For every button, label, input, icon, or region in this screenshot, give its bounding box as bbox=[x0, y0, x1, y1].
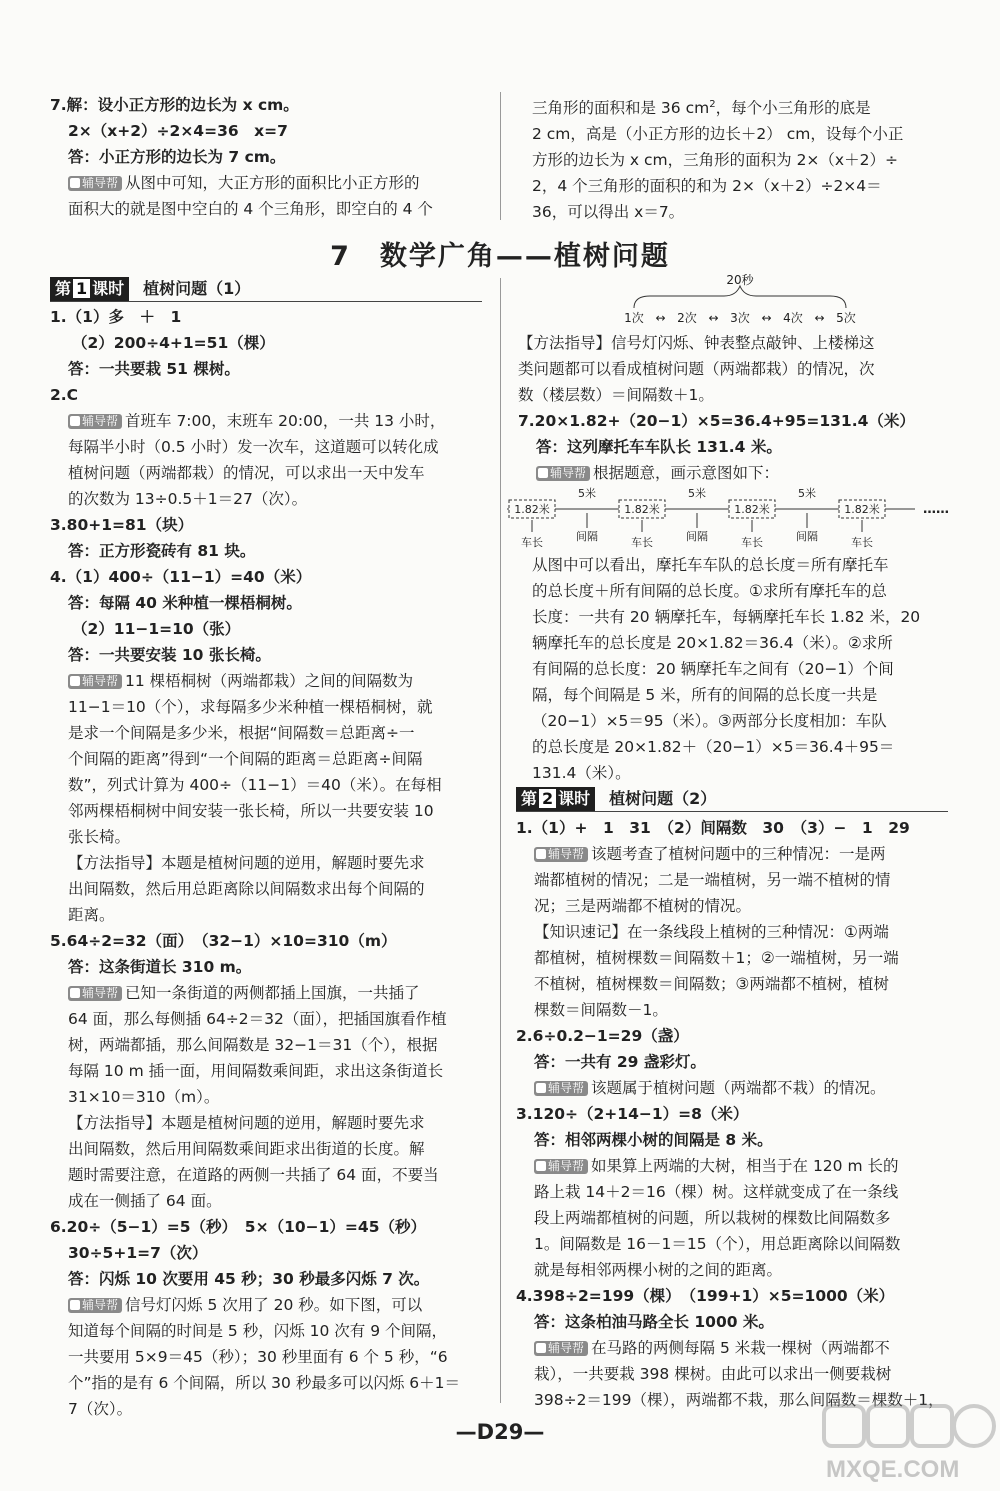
helper-icon bbox=[70, 1300, 80, 1310]
q4-method: 出间隔数，然后用总距离除以间隔数求出每个间隔的 bbox=[68, 880, 425, 898]
l2-q2-answer: 答：一共有 29 盏彩灯。 bbox=[534, 1053, 706, 1071]
gap-caption: 间隔 bbox=[796, 530, 818, 543]
interval-arrow-icon: ↔ bbox=[814, 311, 825, 325]
page-number: —D29— bbox=[455, 1420, 545, 1444]
q2-explanation: 辅导帮 首班车 7:00，末班车 20:00，一共 13 小时， bbox=[50, 408, 485, 434]
helper-icon bbox=[536, 849, 546, 859]
q7-answer: 答：这列摩托车车队长 131.4 米。 bbox=[536, 438, 782, 456]
q7-intro: 7.解：设小正方形的边长为 x cm。 bbox=[50, 96, 299, 114]
lesson-1-rule bbox=[50, 301, 482, 302]
q7-explanation-line: 36，可以得出 x＝7。 bbox=[532, 203, 685, 221]
q4-explanation: 辅导帮 11 棵梧桐树（两端都栽）之间的间隔数为 bbox=[50, 668, 485, 694]
interval-arrow-icon: ↔ bbox=[761, 311, 772, 325]
diagram-brace bbox=[634, 286, 846, 308]
top-column-divider bbox=[500, 92, 501, 220]
helper-tag: 辅导帮 bbox=[68, 1298, 122, 1313]
method-line: 【方法指导】信号灯闪烁、钟表整点敲钟、上楼梯这 bbox=[518, 334, 875, 352]
q5-explanation: 64 面，那么每侧插 64÷2＝32（面），把插国旗看作植 bbox=[68, 1010, 447, 1028]
q7-answer: 答：小正方形的边长为 7 cm。 bbox=[68, 148, 286, 166]
l2-q1-knowledge: 不植树，植树棵数＝间隔数；③两端都不植树，植树 bbox=[534, 975, 889, 993]
car-length-caption: 车长 bbox=[851, 536, 873, 549]
q6-explanation: 一共要用 5×9＝45（秒）；30 秒里面有 6 个 5 秒，“6 bbox=[68, 1348, 448, 1366]
top-right-column bbox=[532, 92, 967, 225]
l2-q4-explanation: 栽），一共要栽 398 棵树。由此可以求出一侧要栽树 bbox=[534, 1365, 892, 1383]
motorcade-diagram bbox=[505, 486, 955, 550]
helper-tag: 辅导帮 bbox=[536, 466, 590, 481]
right-column-a bbox=[518, 330, 953, 486]
l2-q4-line: 4.398÷2=199（棵） （199+1）×5=1000（米） bbox=[516, 1287, 895, 1305]
q6-answer: 答：闪烁 10 次要用 45 秒；30 秒最多闪烁 7 次。 bbox=[68, 1270, 430, 1288]
q5-method: 出间隔数，然后用间隔数乘间距求出街道的长度。解 bbox=[68, 1140, 425, 1158]
q7-explanation-line: 三角形的面积和是 36 $cm^2$，每个小三角形的底是 bbox=[532, 99, 871, 117]
gap-caption: 间隔 bbox=[576, 530, 598, 543]
lesson-1-header bbox=[50, 277, 250, 301]
blink-mark-label: 4次 bbox=[783, 311, 803, 325]
q4-line: 4.（1）400÷（11−1）=40（米） bbox=[50, 568, 312, 586]
watermark-logo-icon bbox=[818, 1402, 998, 1458]
motorcycle-length-label: 1.82米 bbox=[844, 503, 880, 516]
lesson-2-title: 植树问题（2） bbox=[609, 789, 717, 808]
diagram-marks bbox=[624, 310, 856, 325]
l2-q1-explanation: 辅导帮 该题考查了植树问题中的三种情况：一是两 bbox=[516, 841, 951, 867]
q7-explanation: 辅导帮 根据题意，画示意图如下： bbox=[518, 460, 953, 486]
chapter-title: 7 数学广角——植树问题 bbox=[330, 241, 670, 272]
blink-mark-label: 2次 bbox=[677, 311, 697, 325]
q7-explanation: 辆摩托车的总长度是 20×1.82＝36.4（米）。②求所 bbox=[532, 634, 893, 652]
l2-q3-answer: 答：相邻两棵小树的间隔是 8 米。 bbox=[534, 1131, 773, 1149]
q4-explanation: 是求一个间隔是多少米，根据“间隔数＝总距离÷一 bbox=[68, 724, 415, 742]
column-divider bbox=[500, 278, 501, 1403]
q4-method: 距离。 bbox=[68, 906, 115, 924]
l2-q3-explanation: 1。间隔数是 16－1＝15（个），用总距离除以间隔数 bbox=[534, 1235, 901, 1253]
helper-tag: 辅导帮 bbox=[534, 1341, 588, 1356]
q2-explanation: 每隔半小时（0.5 小时）发一次车，这道题可以转化成 bbox=[68, 438, 439, 456]
q4-explanation: 张长椅。 bbox=[68, 828, 131, 846]
helper-icon bbox=[70, 676, 80, 686]
gap-length-label: 5米 bbox=[688, 487, 706, 500]
q7-explanation: 的总长度＋所有间隔的总长度。①求所有摩托车的总 bbox=[532, 582, 887, 600]
q1-answer: 答：一共要栽 51 棵树。 bbox=[68, 360, 240, 378]
helper-icon bbox=[70, 178, 80, 188]
helper-icon bbox=[536, 1083, 546, 1093]
q6-explanation: 个”指的是有 6 个间隔，所以 30 秒最多可以闪烁 6＋1＝ bbox=[68, 1374, 460, 1392]
l2-q1-line: 1.（1）+ 1 31 （2）间隔数 30 （3）− 1 29 bbox=[516, 819, 910, 837]
q4-method: 【方法指导】本题是植树问题的逆用，解题时要先求 bbox=[68, 854, 425, 872]
blink-mark-label: 5次 bbox=[836, 311, 856, 325]
motorcycle-length-label: 1.82米 bbox=[514, 503, 550, 516]
q7-line: 7.20×1.82+（20−1）×5=36.4+95=131.4（米） bbox=[518, 412, 915, 430]
q7-explanation: 从图中可以看出，摩托车车队的总长度＝所有摩托车 bbox=[532, 556, 889, 574]
q5-method: 成在一侧插了 64 面。 bbox=[68, 1192, 222, 1210]
helper-icon bbox=[70, 416, 80, 426]
helper-tag: 辅导帮 bbox=[68, 414, 122, 429]
q4-answer: 答：一共要安装 10 张长椅。 bbox=[68, 646, 271, 664]
q4-explanation: 数”，列式计算为 400÷（11−1）＝40（米）。在每相 bbox=[68, 776, 442, 794]
q7-explanation-line: 2 cm，高是（小正方形的边长＋2） cm，设每个小正 bbox=[532, 125, 904, 143]
q7-equation: 2×（x+2）÷2×4=36 x=7 bbox=[68, 122, 288, 140]
l2-q3-explanation: 辅导帮 如果算上两端的大树，相当于在 120 m 长的 bbox=[516, 1153, 951, 1179]
q5-explanation: 辅导帮 已知一条街道的两侧都插上国旗，一共插了 bbox=[50, 980, 485, 1006]
q4-explanation: 11−1＝10（个），求每隔多少米种植一棵梧桐树，就 bbox=[68, 698, 433, 716]
q4-line: （2）11−1=10（张） bbox=[72, 620, 241, 638]
l2-q3-explanation: 段上两端都植树的问题，所以栽树的棵数比间隔数多 bbox=[534, 1209, 891, 1227]
interval-arrow-icon: ↔ bbox=[655, 311, 666, 325]
q7-explanation-line: 2，4 个三角形的面积的和为 2×（x＋2）÷2×4＝ bbox=[532, 177, 882, 195]
q2-answer: 2.C bbox=[50, 386, 79, 404]
q5-explanation: 每隔 10 m 插一面，用间隔数乘间距，求出这条街道长 bbox=[68, 1062, 444, 1080]
lesson-1-badge: 第 1 课时 bbox=[50, 277, 129, 301]
q5-line: 5.64÷2=32（面） （32−1）×10=310（m） bbox=[50, 932, 397, 950]
motorcycle-length-label: 1.82米 bbox=[624, 503, 660, 516]
watermark-url: MXQE.COM bbox=[826, 1456, 960, 1483]
helper-tag: 辅导帮 bbox=[534, 847, 588, 862]
l2-q2-explanation: 辅导帮 该题属于植树问题（两端都不栽）的情况。 bbox=[516, 1075, 951, 1101]
helper-icon bbox=[538, 468, 548, 478]
lesson-1-title: 植树问题（1） bbox=[143, 279, 251, 298]
l2-q3-explanation: 路上栽 14＋2＝16（棵）树。这样就变成了在一条线 bbox=[534, 1183, 899, 1201]
right-column-c bbox=[516, 815, 951, 1413]
q6-line: 30÷5+1=7（次） bbox=[68, 1244, 208, 1262]
l2-q4-answer: 答：这条柏油马路全长 1000 米。 bbox=[534, 1313, 774, 1331]
q1-line: 1.（1）多 ＋ 1 bbox=[50, 308, 182, 326]
car-length-caption: 车长 bbox=[741, 536, 763, 549]
blink-interval-diagram bbox=[620, 274, 860, 330]
diagram-total-label: 20秒 bbox=[726, 274, 754, 287]
q7-explanation: 隔，每个间隔是 5 米，所有的间隔的总长度一共是 bbox=[532, 686, 878, 704]
q2-explanation: 的次数为 13÷0.5＋1＝27（次）。 bbox=[68, 490, 308, 508]
q4-answer: 答：每隔 40 米种植一棵梧桐树。 bbox=[68, 594, 302, 612]
q1-line: （2）200÷4+1=51（棵） bbox=[72, 334, 275, 352]
gap-length-label: 5米 bbox=[798, 487, 816, 500]
l2-q4-explanation: 辅导帮 在马路的两侧每隔 5 米栽一棵树（两端都不 bbox=[516, 1335, 951, 1361]
lesson-2-badge: 第 2 课时 bbox=[516, 787, 595, 811]
helper-icon bbox=[536, 1161, 546, 1171]
helper-icon bbox=[536, 1343, 546, 1353]
l2-q2-line: 2.6÷0.2−1=29（盏） bbox=[516, 1027, 689, 1045]
l2-q1-knowledge: 棵数＝间隔数－1。 bbox=[534, 1001, 668, 1019]
gap-length-label: 5米 bbox=[578, 487, 596, 500]
gap-caption: 间隔 bbox=[686, 530, 708, 543]
helper-tag: 辅导帮 bbox=[68, 674, 122, 689]
car-length-caption: 车长 bbox=[521, 536, 543, 549]
q6-explanation: 7（次）。 bbox=[68, 1400, 133, 1418]
q7-explanation: 131.4（米）。 bbox=[532, 764, 631, 782]
watermark bbox=[818, 1402, 998, 1488]
q7-explanation-line: 方形的边长为 x cm，三角形的面积为 2×（x＋2）÷ bbox=[532, 151, 898, 169]
l2-q1-explanation: 况；三是两端都不植树的情况。 bbox=[534, 897, 752, 915]
lesson-2-header bbox=[516, 787, 716, 811]
q7-explanation: 长度：一共有 20 辆摩托车，每辆摩托车长 1.82 米，20 bbox=[532, 608, 921, 626]
helper-tag: 辅导帮 bbox=[68, 176, 122, 191]
q7-explanation: 有间隔的总长度：20 辆摩托车之间有（20−1）个间 bbox=[532, 660, 894, 678]
l2-q3-line: 3.120÷（2+14−1）=8（米） bbox=[516, 1105, 749, 1123]
q3-answer: 答：正方形瓷砖有 81 块。 bbox=[68, 542, 256, 560]
q6-explanation: 辅导帮 信号灯闪烁 5 次用了 20 秒。如下图，可以 bbox=[50, 1292, 485, 1318]
q6-explanation: 知道每个间隔的时间是 5 秒，闪烁 10 次有 9 个间隔， bbox=[68, 1322, 448, 1340]
q5-method: 【方法指导】本题是植树问题的逆用，解题时要先求 bbox=[68, 1114, 425, 1132]
helper-tag: 辅导帮 bbox=[534, 1081, 588, 1096]
q3-line: 3.80+1=81（块） bbox=[50, 516, 194, 534]
q4-explanation: 个间隔的距离”得到“一个间隔的距离＝总距离÷间隔 bbox=[68, 750, 423, 768]
motorcycle-length-label: 1.82米 bbox=[734, 503, 770, 516]
q5-explanation: 31×10＝310（m）。 bbox=[68, 1088, 220, 1106]
method-line: 类问题都可以看成植树问题（两端都栽）的情况，次 bbox=[518, 360, 875, 378]
q2-explanation: 植树问题（两端都栽）的情况，可以求出一天中发车 bbox=[68, 464, 425, 482]
q7-explanation-line: 辅导帮 从图中可知，大正方形的面积比小正方形的 bbox=[50, 170, 485, 196]
q7-explanation: （20−1）×5＝95（米）。③两部分长度相加：车队 bbox=[532, 712, 887, 730]
l2-q1-knowledge: 【知识速记】在一条线段上植树的三种情况：①两端 bbox=[534, 923, 889, 941]
q6-line: 6.20÷（5−1）=5（秒） 5×（10−1）=45（秒） bbox=[50, 1218, 426, 1236]
q7-explanation: 的总长度是 20×1.82＋（20−1）×5＝36.4＋95＝ bbox=[532, 738, 895, 756]
l2-q3-explanation: 就是每相邻两棵小树的之间的距离。 bbox=[534, 1261, 783, 1279]
q7-explanation-line: 面积大的就是图中空白的 4 个三角形，即空白的 4 个 bbox=[68, 200, 433, 218]
blink-mark-label: 3次 bbox=[730, 311, 750, 325]
left-column bbox=[50, 304, 485, 1422]
helper-icon bbox=[70, 988, 80, 998]
car-length-caption: 车长 bbox=[631, 536, 653, 549]
right-column-b bbox=[532, 552, 967, 786]
interval-arrow-icon: ↔ bbox=[708, 311, 719, 325]
top-left-column bbox=[50, 92, 485, 222]
l2-q1-knowledge: 都植树，植树棵数＝间隔数＋1；②一端植树，另一端 bbox=[534, 949, 899, 967]
q5-method: 题时需要注意，在道路的两侧一共插了 64 面，不要当 bbox=[68, 1166, 439, 1184]
continuation-dots: …… bbox=[923, 502, 949, 517]
helper-tag: 辅导帮 bbox=[534, 1159, 588, 1174]
q5-explanation: 树，两端都插，那么间隔数是 32−1＝31（个），根据 bbox=[68, 1036, 438, 1054]
blink-mark-label: 1次 bbox=[624, 311, 644, 325]
q4-explanation: 邻两棵梧桐树中间安装一张长椅，所以一共要安装 10 bbox=[68, 802, 434, 820]
l2-q4-explanation: 398÷2＝199（棵），两端都不栽，那么间隔数＝棵数＋1， bbox=[534, 1391, 944, 1409]
helper-tag: 辅导帮 bbox=[68, 986, 122, 1001]
l2-q1-explanation: 端都植树的情况；二是一端植树，另一端不植树的情 bbox=[534, 871, 891, 889]
q5-answer: 答：这条街道长 310 m。 bbox=[68, 958, 252, 976]
method-line: 数（楼层数）＝间隔数＋1。 bbox=[518, 386, 714, 404]
lesson-2-rule bbox=[516, 811, 948, 812]
